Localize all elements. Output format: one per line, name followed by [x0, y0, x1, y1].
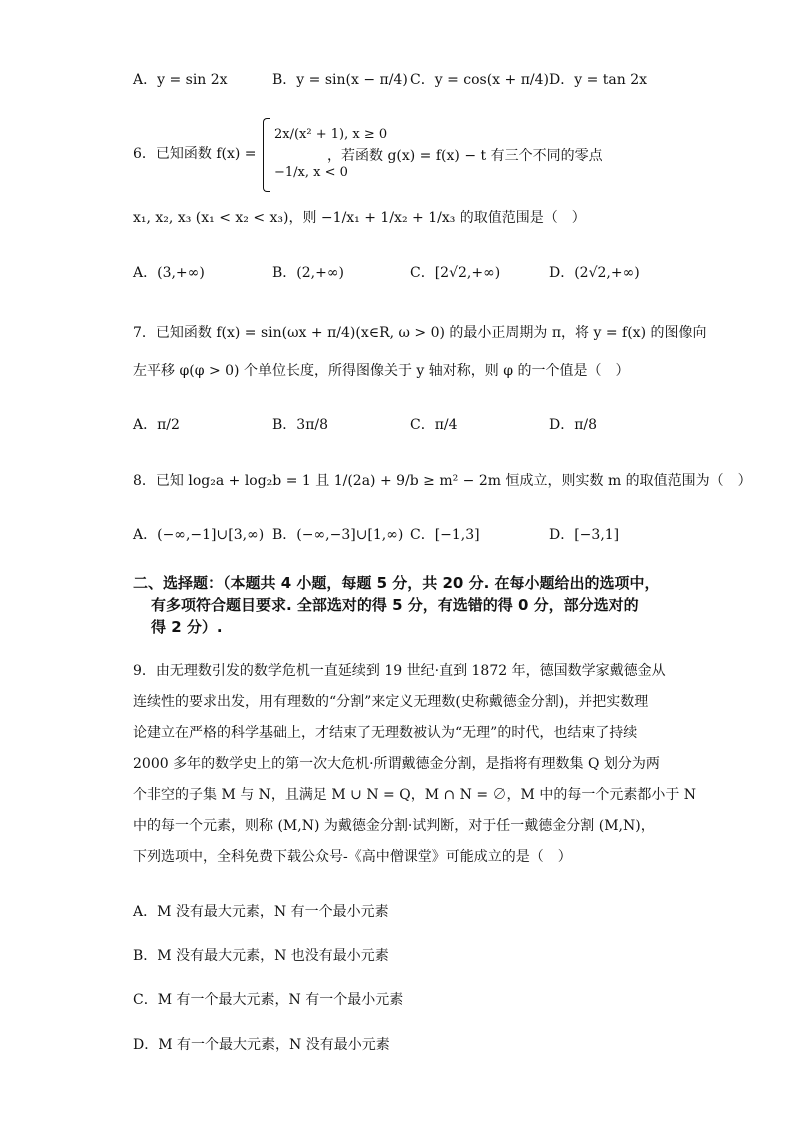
q6-case-2: −1/x, x < 0	[274, 165, 348, 180]
q7-option-c: C．π/4	[410, 417, 458, 433]
q9-line-5: 个非空的子集 M 与 N，且满足 M ∪ N = Q，M ∩ N = ∅，M 中的每一个元素都小于 N	[133, 787, 697, 803]
q6-option-b: B．(2,+∞)	[272, 265, 344, 281]
q8-option-b: B．(−∞,−3]∪[1,∞)	[272, 527, 404, 543]
q7-line-2: 左平移 φ(φ > 0) 个单位长度，所得图像关于 y 轴对称，则 φ 的一个值是（ ）	[133, 363, 630, 379]
q6-option-a: A．(3,+∞)	[133, 265, 205, 281]
q8-line-1: 8．已知 log₂a + log₂b = 1 且 1/(2a) + 9/b ≥ m² − 2m 恒成立，则实数 m 的取值范围为（ ）	[133, 473, 752, 489]
section-2-line-1: 二、选择题：（本题共 4 小题，每题 5 分，共 20 分. 在每小题给出的选项中，	[133, 574, 660, 592]
q9-stem	[133, 656, 697, 873]
q9-line-1: 9．由无理数引发的数学危机一直延续到 19 世纪·直到 1872 年，德国数学家戴德金从	[133, 663, 666, 679]
q8-option-a: A．(−∞,−1]∪[3,∞)	[133, 527, 265, 543]
q9-option-d: D．M 有一个最大元素，N 没有最小元素	[133, 1037, 390, 1053]
q5-option-d: D．y = tan 2x	[549, 72, 648, 88]
q9-line-3: 论建立在严格的科学基础上，才结束了无理数被认为“无理”的时代，也结束了持续	[133, 725, 638, 741]
q5-option-c: C．y = cos(x + π/4)	[410, 72, 549, 88]
q8-option-c: C．[−1,3]	[410, 527, 480, 543]
q9-option-a: A．M 没有最大元素，N 有一个最小元素	[133, 904, 389, 920]
q5-option-a: A．y = sin 2x	[133, 72, 228, 88]
section-2-heading	[133, 572, 673, 638]
q6-option-c: C．[2√2,+∞)	[410, 265, 501, 281]
q7-option-b: B．3π/8	[272, 417, 329, 433]
q6-option-d: D．(2√2,+∞)	[549, 265, 640, 281]
section-2-line-3: 得 2 分）.	[151, 618, 223, 636]
q9-line-6: 中的每一个元素，则称 (M,N) 为戴德金分割·试判断，对于任一戴德金分割 (M,N)，	[133, 818, 655, 834]
q5-option-b: B．y = sin(x − π/4)	[272, 72, 408, 88]
q6-case-1: 2x/(x² + 1), x ≥ 0	[274, 127, 388, 142]
q9-option-b: B．M 没有最大元素，N 也没有最小元素	[133, 948, 389, 964]
q9-line-4: 2000 多年的数学史上的第一次大危机·所谓戴德金分割，是指将有理数集 Q 划分为两	[133, 756, 660, 772]
q6-piecewise-brace	[263, 118, 270, 192]
q9-option-c: C．M 有一个最大元素，N 有一个最小元素	[133, 992, 404, 1008]
q8-option-d: D．[−3,1]	[549, 527, 620, 543]
q6-line-2: x₁, x₂, x₃ (x₁ < x₂ < x₃)，则 −1/x₁ + 1/x₂ + 1/x₃ 的取值范围是（ ）	[133, 210, 586, 226]
q7-option-d: D．π/8	[549, 417, 598, 433]
q9-line-7: 下列选项中，全科免费下载公众号-《高中僧课堂》可能成立的是（ ）	[133, 849, 572, 865]
q7-option-a: A．π/2	[133, 417, 180, 433]
q9-line-2: 连续性的要求出发，用有理数的“分割”来定义无理数(史称戴德金分割)，并把实数理	[133, 694, 649, 710]
q6-stem-mid: ，若函数 g(x) = f(x) − t 有三个不同的零点	[327, 148, 603, 164]
q6-stem-prefix: 6．已知函数 f(x) =	[133, 146, 257, 162]
q7-line-1: 7．已知函数 f(x) = sin(ωx + π/4)(x∈R, ω > 0) 的最小正周期为 π，将 y = f(x) 的图像向	[133, 325, 707, 341]
section-2-line-2: 有多项符合题目要求. 全部选对的得 5 分，有选错的得 0 分，部分选对的	[151, 596, 639, 614]
